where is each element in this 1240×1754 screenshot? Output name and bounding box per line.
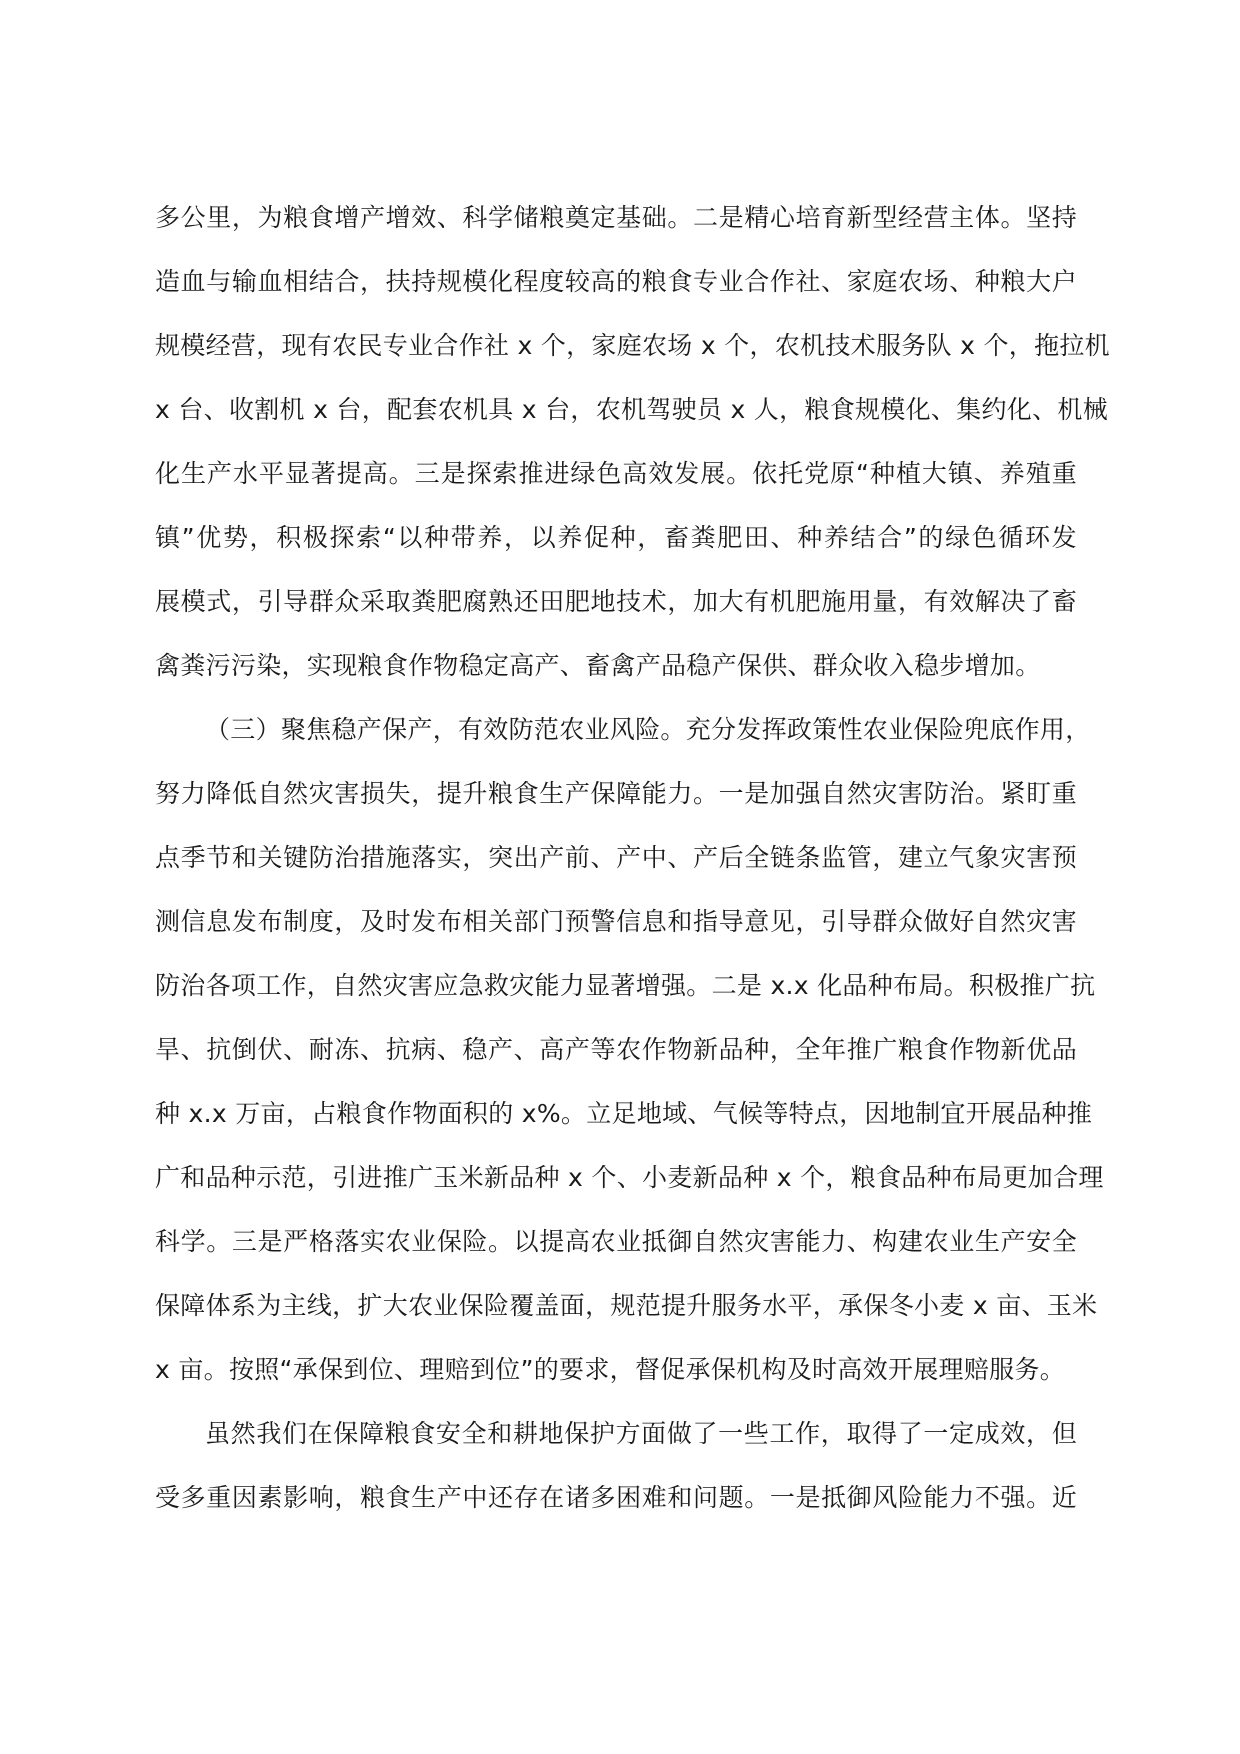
text-line: 保障体系为主线，扩大农业保险覆盖面，规范提升服务水平，承保冬小麦 x 亩、玉米: [155, 1291, 1098, 1320]
text-line: x 台、收割机 x 台，配套农机具 x 台，农机驾驶员 x 人，粮食规模化、集约化、机械: [155, 395, 1109, 424]
text-line: 虽然我们在保障粮食安全和耕地保护方面做了一些工作，取得了一定成效，但: [205, 1419, 1077, 1448]
text-line: 造血与输血相结合，扶持规模化程度较高的粮食专业合作社、家庭农场、种粮大户: [155, 267, 1077, 296]
text-line: 多公里，为粮食增产增效、科学储粮奠定基础。二是精心培育新型经营主体。坚持: [155, 203, 1077, 232]
text-line: 规模经营，现有农民专业合作社 x 个，家庭农场 x 个，农机技术服务队 x 个，拖拉机: [155, 331, 1110, 360]
document-body: [155, 186, 1110, 1530]
text-line: 受多重因素影响，粮食生产中还存在诸多困难和问题。一是抵御风险能力不强。近: [155, 1483, 1077, 1512]
paragraph-3: [155, 1402, 1077, 1530]
text-line: （三）聚焦稳产保产，有效防范农业风险。充分发挥政策性农业保险兜底作用，: [205, 715, 1091, 744]
text-line: 化生产水平显著提高。三是探索推进绿色高效发展。依托党原“种植大镇、养殖重: [155, 459, 1077, 488]
text-line: 防治各项工作，自然灾害应急救灾能力显著增强。二是 x.x 化品种布局。积极推广抗: [155, 971, 1096, 1000]
text-line: 镇”优势，积极探索“以种带养，以养促种，畜粪肥田、种养结合”的绿色循环发: [155, 523, 1077, 552]
text-line: 测信息发布制度，及时发布相关部门预警信息和指导意见，引导群众做好自然灾害: [155, 907, 1077, 936]
text-line: 科学。三是严格落实农业保险。以提高农业抵御自然灾害能力、构建农业生产安全: [155, 1227, 1077, 1256]
text-line: 广和品种示范，引进推广玉米新品种 x 个、小麦新品种 x 个，粮食品种布局更加合理: [155, 1163, 1104, 1192]
text-line: 点季节和关键防治措施落实，突出产前、产中、产后全链条监管，建立气象灾害预: [155, 843, 1077, 872]
text-line: 禽粪污污染，实现粮食作物稳定高产、畜禽产品稳产保供、群众收入稳步增加。: [155, 651, 1041, 680]
text-line: 种 x.x 万亩，占粮食作物面积的 x%。立足地域、气候等特点，因地制宜开展品种推: [155, 1099, 1093, 1128]
text-line: 旱、抗倒伏、耐冻、抗病、稳产、高产等农作物新品种，全年推广粮食作物新优品: [155, 1035, 1077, 1064]
text-line: x 亩。按照“承保到位、理赔到位”的要求，督促承保机构及时高效开展理赔服务。: [155, 1355, 1066, 1384]
paragraph-2: [155, 698, 1104, 1402]
paragraph-1: [155, 186, 1110, 698]
text-line: 努力降低自然灾害损失，提升粮食生产保障能力。一是加强自然灾害防治。紧盯重: [155, 779, 1077, 808]
text-line: 展模式，引导群众采取粪肥腐熟还田肥地技术，加大有机肥施用量，有效解决了畜: [155, 587, 1077, 616]
